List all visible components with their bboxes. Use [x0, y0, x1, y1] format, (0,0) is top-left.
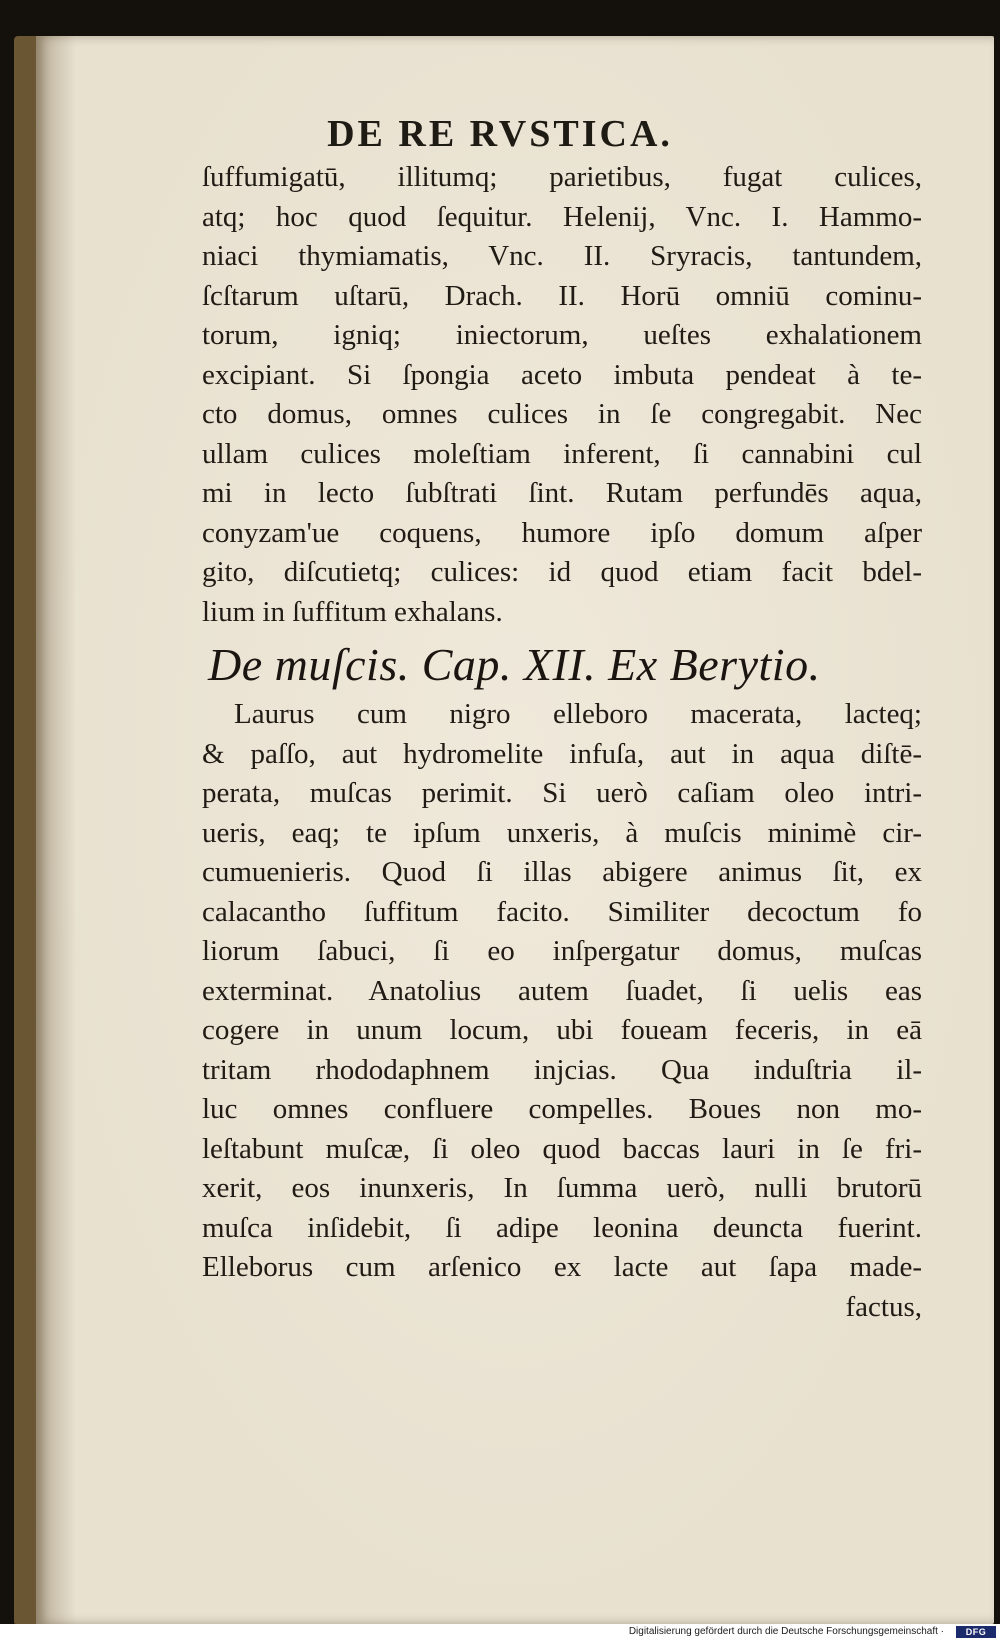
text-line: & paſſo, aut hydromelite infuſa, aut in aqua diſtē- — [202, 737, 922, 770]
text-line: muſca inſidebit, ſi adipe leonina deuncta fuerint. — [202, 1211, 922, 1244]
text-line: atq; hoc quod ſequitur. Helenij, Vnc. I. Hammo- — [202, 200, 922, 233]
text-line: luc omnes confluere compelles. Boues non mo- — [202, 1093, 922, 1125]
text-line: niaci thymiamatis, Vnc. II. Sryracis, tantundem, — [202, 240, 922, 272]
text-line: perata, muſcas perimit. Si uerò caſiam oleo intri- — [202, 777, 922, 809]
text-line: liorum ſabuci, ſi eo inſpergatur domus, muſcas — [202, 935, 922, 967]
text-line: mi in lecto ſubſtrati ſint. Rutam perfundēs aqua, — [202, 477, 922, 509]
running-head: DE RE RVSTICA. — [327, 113, 673, 155]
text-line: cto domus, omnes culices in ſe congregabit. Nec — [202, 398, 922, 430]
text-line: ſcſtarum uſtarū, Drach. II. Horū omniū cominu- — [202, 279, 922, 312]
text-line: calacantho ſuffitum facito. Similiter decoctum fo — [202, 895, 922, 928]
text-line: excipiant. Si ſpongia aceto imbuta pendeat à te- — [202, 358, 922, 391]
text-line: ullam culices moleſtiam inferent, ſi cannabini cul — [202, 437, 922, 470]
text-line: xerit, eos inunxeris, In ſumma uerò, nulli brutorū — [202, 1172, 922, 1204]
chapter-heading: De muſcis. Cap. XII. Ex Berytio. — [208, 639, 821, 690]
funding-credit: Digitalisierung gefördert durch die Deutsche Forschungsgemeinschaft · — [628, 1626, 944, 1637]
text-line: ſuffumigatū, illitumq; parietibus, fugat culices, — [202, 161, 922, 193]
footer-bar — [0, 1624, 1000, 1641]
text-line: Elleborus cum arſenico ex lacte aut ſapa made- — [202, 1251, 922, 1283]
text-line: lium in ſuffitum exhalans. — [202, 595, 503, 628]
spine-shadow — [36, 36, 76, 1624]
text-line: tritam rhododaphnem injcias. Qua induſtria il- — [202, 1053, 922, 1086]
text-line: torum, igniq; iniectorum, ueſtes exhalationem — [202, 319, 922, 351]
text-line: conyzam'ue coquens, humore ipſo domum aſper — [202, 516, 922, 549]
text-line: cumuenieris. Quod ſi illas abigere animus ſit, ex — [202, 856, 922, 888]
text-line: leſtabunt muſcæ, ſi oleo quod baccas lauri in ſe fri- — [202, 1132, 922, 1165]
text-line: exterminat. Anatolius autem ſuadet, ſi uelis eas — [202, 974, 922, 1007]
text-line: gito, diſcutietq; culices: id quod etiam facit bdel- — [202, 556, 922, 588]
text-line: cogere in unum locum, ubi foueam feceris, in eā — [202, 1014, 922, 1046]
text-line: ueris, eaq; te ipſum unxeris, à muſcis minimè cir- — [202, 816, 922, 849]
text-block-culices — [202, 158, 922, 632]
text-block-muscis — [202, 695, 922, 1327]
dfg-logo: DFG — [956, 1626, 996, 1638]
catchword: factus, — [845, 1290, 922, 1323]
text-line: Laurus cum nigro elleboro macerata, lacteq; — [234, 698, 922, 730]
